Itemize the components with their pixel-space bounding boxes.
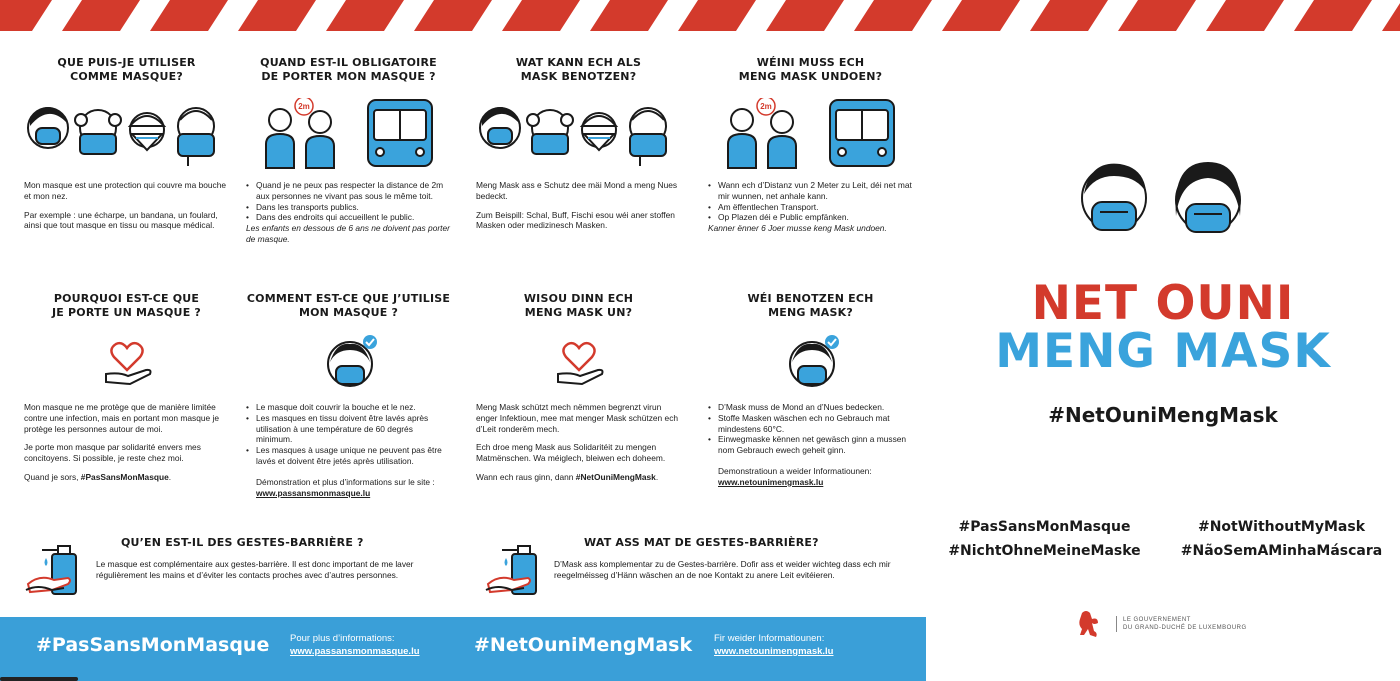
list-item: • Op Plazen déi e Public empfänken. [708,212,913,223]
mask-types-illustration [476,98,681,170]
footer-info-label: Fir weider Informatiounen: [714,633,825,644]
panel-title: QUE PUIS-JE UTILISER COMME MASQUE? [57,56,196,83]
panel-title: POURQUOI EST-CE QUE JE PORTE UN MASQUE ? [51,292,202,319]
panel-note: Kanner ënner 6 Joer musse keng Mask undoen. [708,223,887,234]
stripe [678,0,756,31]
panel-fr-what [24,56,229,231]
panel-text: Meng Mask ass e Schutz dee mäi Mond a meng Nues bedeckt. [476,180,678,201]
gestes-text: Le masque est complémentaire aux gestes-barrière. Il est donc important de me laver régulièrement les mains et d’éviter les contacts proches avec d’autres personnes. [96,559,414,580]
panel-text: Quand je sors, #PasSansMonMasque. [24,471,172,482]
stripe [942,0,1020,31]
face-mask-icon [480,107,520,148]
list-item: • Wann ech d’Distanz vun 2 Meter zu Leit, déi net mat mir wunnen, net anhale kann. [708,180,913,202]
panel-fr-when [246,56,451,245]
panel-text: Meng Mask schützt mech nëmmen begrenzt virun enger Infektioun, mee mat menger Mask schützen ech d’Leit ronderëm mech. [476,402,679,434]
list-item: • Le masque doit couvrir la bouche et le nez. [246,402,451,413]
person-icon [728,109,756,168]
gestes-fr [96,536,441,581]
panel-title: WÉINI MUSS ECH MENG MASK UNDOEN? [738,56,883,83]
stripe [766,0,844,31]
panel-text: Mon masque est une protection qui couvre ma bouche et mon nez. [24,180,227,201]
panel-text: Mon masque ne me protège que de manière limitée contre une infection, mais en portant mon masque je protège les personnes autour de moi. [24,402,220,434]
handwash-icon [484,544,544,605]
heart-hand-illustration [24,332,229,392]
person-icon [306,111,334,168]
two-faces-illustration [1076,156,1256,251]
svg-text:2m: 2m [298,102,310,111]
face-buff-icon [75,110,121,154]
hashtag: #NotWithoutMyMask [1197,519,1365,535]
cover-title-line2: MENG MASK [995,324,1331,379]
stripe [0,0,52,31]
footer-hashtag-fr: #PasSansMonMasque [36,634,270,656]
panel-text: Je porte mon masque par solidarité envers mes concitoyens. Si possible, je reste chez moi. [24,442,201,464]
panel-fr-how [246,292,451,498]
distance-badge-icon [757,98,775,115]
website-link[interactable]: www.netounimengmask.lu [718,476,824,487]
panel-fr-why [24,292,229,483]
panel-text: Par exemple : une écharpe, un bandana, un foulard, ainsi que tout masque en tissu ou masque médical. [24,209,218,231]
masked-face-check-icon [790,335,839,386]
website-link[interactable]: www.passansmonmasque.lu [256,487,371,498]
list-item: • Dans les transports publics. [246,202,451,213]
face-bandana-icon [582,113,616,150]
bus-icon [368,100,432,166]
face-bandana-icon [130,113,164,150]
person-icon [266,109,294,168]
stripe [150,0,228,31]
handwash-icon [24,544,84,605]
stripe [1030,0,1108,31]
face-buff-icon [527,110,573,154]
mask-types-illustration [24,98,229,170]
face-scarf-icon [178,108,214,166]
stripe [414,0,492,31]
stripe [590,0,668,31]
gestes-lu [554,536,899,581]
footer-link-lu[interactable]: www.netounimengmask.lu [714,646,834,657]
gestes-title: WAT ASS MAT DE GESTES-BARRIÈRE? [584,536,819,549]
stripe [62,0,140,31]
stripe [1118,0,1196,31]
list-item: • D’Mask muss de Mond an d’Nues bedecken. [708,402,913,413]
footer-hashtag-lu: #NetOuniMengMask [474,634,693,656]
heart-hand-icon [106,343,151,384]
hashtag: #PasSansMonMasque [958,519,1131,535]
hashtag: #NichtOhneMeineMaske [948,543,1141,559]
heart-hand-illustration [476,332,681,392]
cover-main-hashtag: #NetOuniMengMask [1048,403,1278,427]
gestes-title: QU’EN EST-IL DES GESTES-BARRIÈRE ? [121,536,364,549]
cover-panel [926,31,1400,681]
gestes-text: D’Mask ass komplementar zu de Gestes-barrière. Dofir ass et weider wichteg dass ech mir reegelméisseg d’Hänn wäschen an de noe Kontakt zu anere Leit evitéieren. [554,559,891,580]
panel-lu-when [708,56,913,234]
panel-text: Demonstratioun a weider Informatiounen: [718,465,872,476]
face-scarf-icon [630,108,666,166]
person-icon [768,111,796,168]
stripe [502,0,580,31]
panel-text: Démonstration et plus d’informations sur le site : [256,476,435,487]
distance-badge-icon [295,98,313,115]
list-item: • Stoffe Masken wäschen ech no Gebrauch mat mindestens 60°C. [708,413,913,435]
stripe [1294,0,1372,31]
panel-text: Wann ech raus ginn, dann #NetOuniMengMask. [476,471,659,482]
panel-text: Ech droe meng Mask aus Solidaritéit zu mengen Matmënschen. Wa méiglech, bleiwen ech doheem. [476,442,666,464]
stripe [326,0,404,31]
hashtag: #NãoSemAMinhaMáscara [1180,543,1383,559]
footer-info-fr [290,632,420,658]
footer-link-fr[interactable]: www.passansmonmasque.lu [290,646,420,657]
panel-text: Zum Beispill: Schal, Buff, Fischi esou wéi aner stoffen Masken oder medizinesch Masken. [476,209,675,231]
panel-lu-why [476,292,681,483]
footer-bar [0,617,926,681]
bottom-scroll-handle[interactable] [0,677,78,681]
face-mask-icon [1176,162,1241,232]
list-item: • Einwegmaske kënnen net gewäsch ginn a mussen nom Gebrauch ewech geheit ginn. [708,434,913,456]
panel-title: QUAND EST-IL OBLIGATOIRE DE PORTER MON MASQUE ? [260,56,437,83]
list-item: • Les masques en tissu doivent être lavés après utilisation à une température de 60 degrés minimum. [246,413,451,445]
panel-title: WÉI BENOTZEN ECH MENG MASK? [747,292,874,319]
bus-icon [830,100,894,166]
face-mask-icon [28,107,68,148]
masked-face-check-illustration [708,332,913,392]
panel-note: Les enfants en dessous de 6 ans ne doivent pas porter de masque. [246,223,450,244]
face-mask-icon [1082,164,1146,230]
cover-title-line1: NET OUNI [1031,276,1295,331]
panel-title: WISOU DINN ECH MENG MASK UN? [523,292,634,319]
panel-lu-what [476,56,681,231]
distance-transport-illustration [708,98,913,170]
footer-info-label: Pour plus d’informations: [290,633,395,644]
masked-face-check-illustration [246,332,451,392]
list-item: • Quand je ne peux pas respecter la distance de 2m aux personnes ne vivant pas sous le même toit. [246,180,451,202]
list-item: • Les masques à usage unique ne peuvent pas être lavés et doivent être jetés après utilisation. [246,445,451,467]
warning-stripes [0,0,1400,31]
panel-title: WAT KANN ECH ALS MASK BENOTZEN? [515,56,642,83]
stripe [1382,0,1400,31]
distance-transport-illustration [246,98,451,170]
panel-title: COMMENT EST-CE QUE J’UTILISE MON MASQUE ? [246,292,451,319]
masked-face-check-icon [328,335,377,386]
list-item: • Dans des endroits qui accueillent le public. [246,212,451,223]
stripe [238,0,316,31]
svg-text:2m: 2m [760,102,772,111]
footer-info-lu [714,632,833,658]
red-lion-icon [1076,609,1102,639]
stripe [854,0,932,31]
heart-hand-icon [558,343,603,384]
government-logo [1076,609,1247,639]
stripe [1206,0,1284,31]
panel-lu-how [708,292,913,488]
government-text: LE GOUVERNEMENT DU GRAND-DUCHÉ DE LUXEMBOURG [1116,616,1247,632]
list-item: • Am ëffentlechen Transport. [708,202,913,213]
